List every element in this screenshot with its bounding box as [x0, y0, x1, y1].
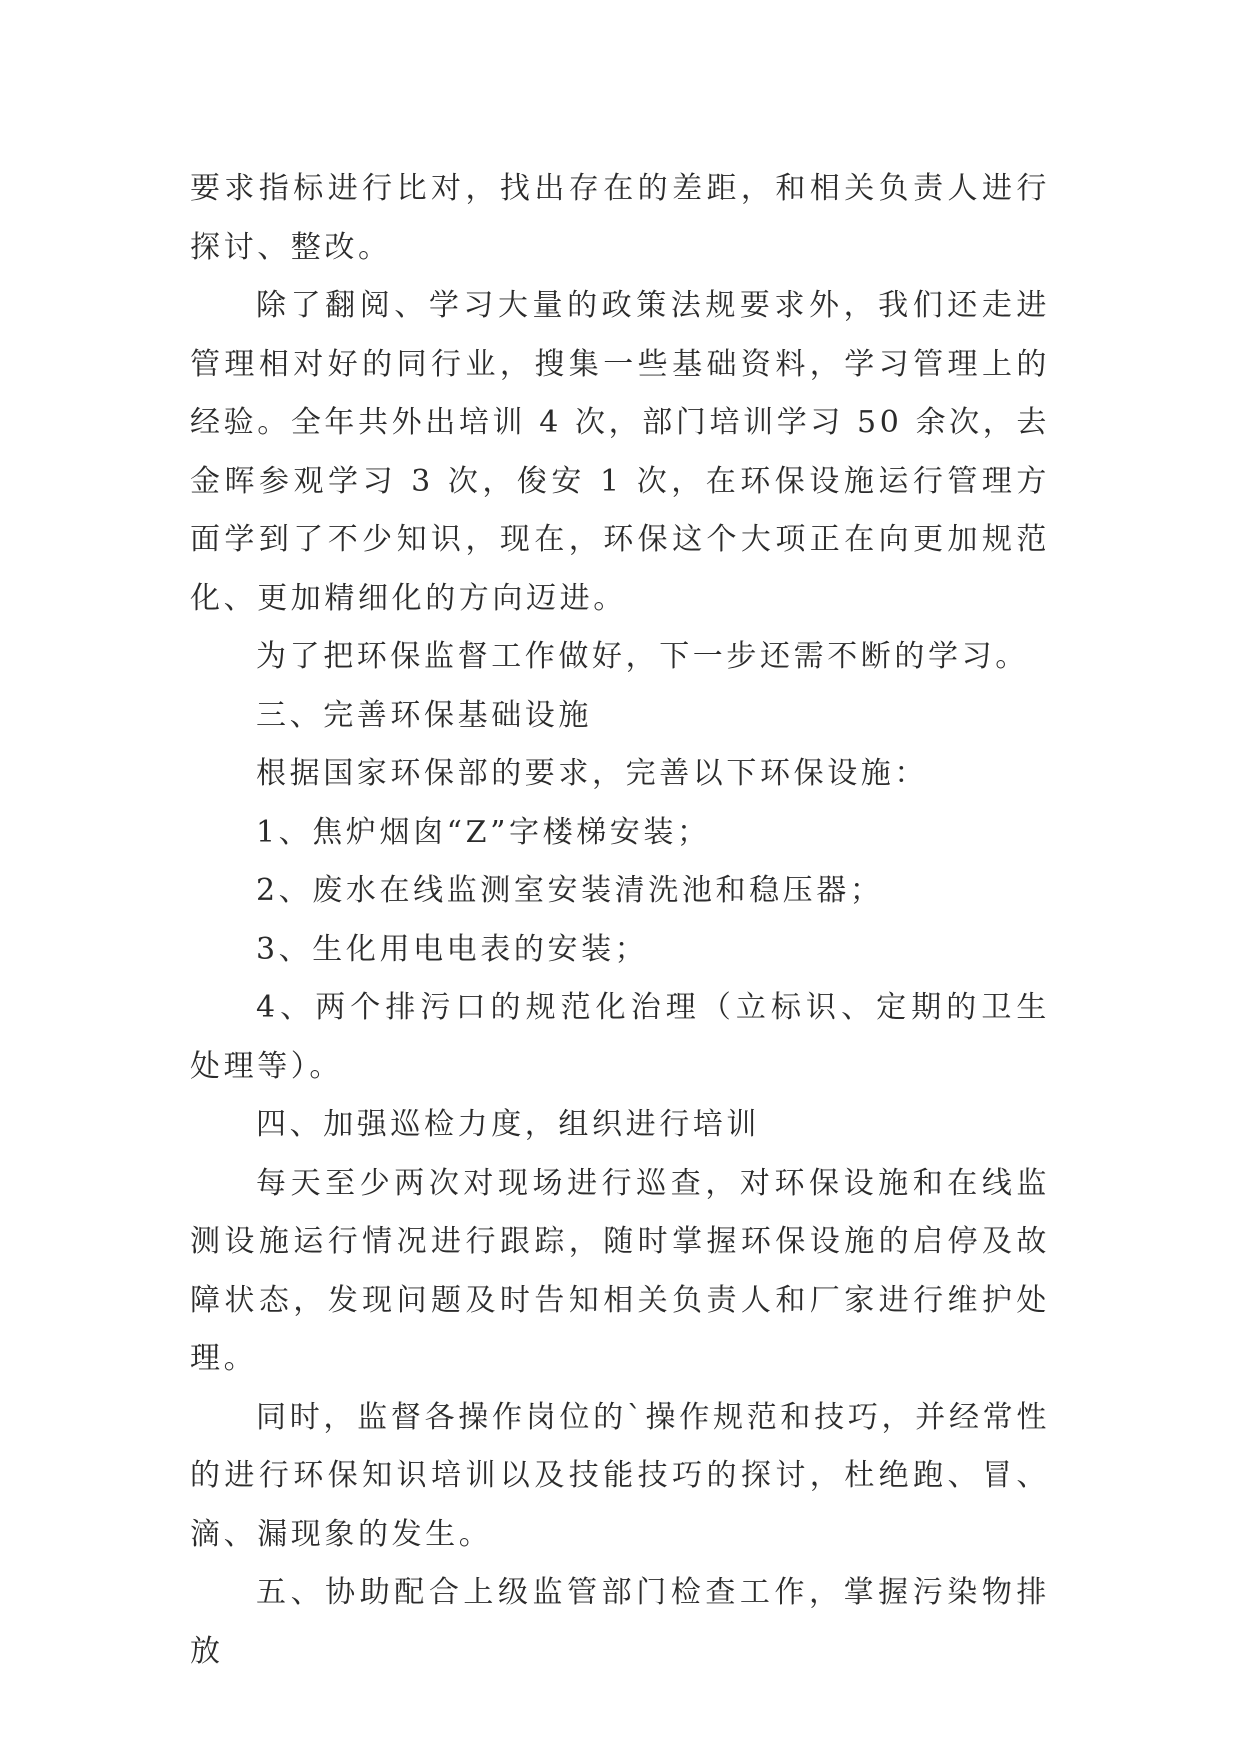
- paragraph-next-step: 为了把环保监督工作做好，下一步还需不断的学习。: [256, 639, 1029, 674]
- paragraph-requirements-intro: 根据国家环保部的要求，完善以下环保设施：: [256, 756, 928, 791]
- paragraph-inspection: 每天至少两次对现场进行巡查，对环保设施和在线监测设施运行情况进行跟踪，随时掌握环保设施的启停及故障状态，发现问题及时告知相关负责人和厂家进行维护处理。: [190, 1165, 1050, 1376]
- list-item-2: 2、废水在线监测室安装清洗池和稳压器；: [256, 873, 884, 908]
- list-item-1: 1、焦炉烟囱“Z”字楼梯安装；: [256, 814, 711, 850]
- paragraph-supervision: 同时，监督各操作岗位的`操作规范和技巧，并经常性的进行环保知识培训以及技能技巧的探讨，杜绝跑、冒、滴、漏现象的发生。: [190, 1399, 1050, 1552]
- section-heading-4: 四、加强巡检力度，组织进行培训: [256, 1107, 760, 1142]
- section-heading-5: 五、协助配合上级监管部门检查工作，掌握污染物排放: [190, 1575, 1050, 1669]
- paragraph-learning: 除了翻阅、学习大量的政策法规要求外，我们还走进管理相对好的同行业，搜集一些基础资料，学习管理上的经验。全年共外出培训 4 次，部门培训学习 50 余次，去金晖参观学习 3 次，俊安 1 次，在环保设施运行管理方面学到了不少知识，现在，环保这个大项正在向更加规范化、更加精细化的方向迈进。: [190, 288, 1050, 616]
- list-item-4: 4、两个排污口的规范化治理（立标识、定期的卫生处理等）。: [190, 990, 1050, 1084]
- list-item-3: 3、生化用电电表的安装；: [256, 931, 649, 967]
- section-heading-3: 三、完善环保基础设施: [256, 697, 592, 733]
- paragraph-continuation: 要求指标进行比对，找出存在的差距，和相关负责人进行探讨、整改。: [190, 171, 1050, 265]
- document-body: [190, 160, 1050, 1681]
